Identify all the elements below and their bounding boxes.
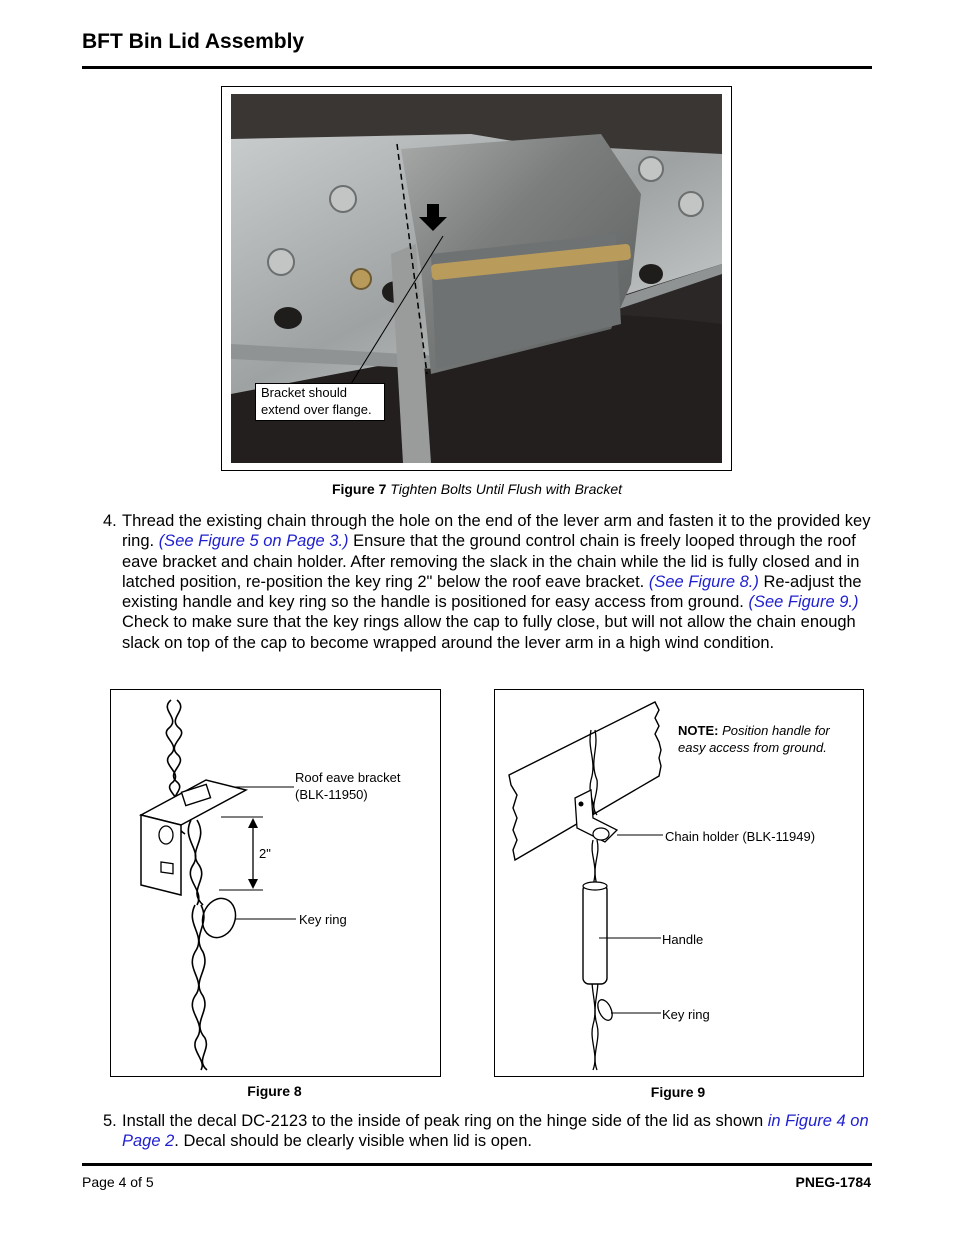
dimension-label: 2" [259,846,271,861]
document-id: PNEG-1784 [795,1174,871,1190]
step-5-number: 5. [103,1112,117,1130]
chain-holder-label: Chain holder (BLK-11949) [665,829,816,844]
figure-7-photo [231,94,722,463]
note-text [678,722,853,756]
link-see-figure-9[interactable]: (See Figure 9.) [748,593,859,612]
handle-label: Handle [662,932,704,947]
link-see-figure-5[interactable]: (See Figure 5 on Page 3.) [158,532,349,551]
figure-7-caption [0,481,954,497]
figure-9-caption: Figure 9 [650,1084,706,1100]
roof-eave-bracket-label-line-2: (BLK-11950) [295,787,368,802]
figure-7-number: Figure 7 [331,481,387,497]
step-4-text-3: Re-adjust the existing handle and key ring so the handle is positioned for easy access from ground. [122,572,862,612]
chain-bracket-drawing [111,690,440,1076]
key-ring-label: Key ring [299,912,347,927]
footer-rule [82,1163,872,1166]
step-5-text-2: . Decal should be clearly visible when lid is open. [174,1132,532,1151]
link-see-figure-8[interactable]: (See Figure 8.) [648,572,759,591]
step-5-text-1: Install the decal DC-2123 to the inside of peak ring on the hinge side of the lid as shown [122,1112,768,1130]
step-4-number: 4. [103,512,117,530]
step-4 [103,511,873,653]
roof-eave-bracket-label [295,769,401,803]
figure-7-frame [221,86,732,471]
step-5-text [122,1111,873,1152]
step-4-text-2: Ensure that the ground control chain is freely looped through the roof eave bracket and chain holder. After removing the slack in the chain while the lid is fully closed and in latched position, re-position the key ring 2" below the roof eave bracket. [122,532,860,591]
step-4-text-1: Thread the existing chain through the hole on the end of the lever arm and fasten it to the provided key ring. [122,512,871,551]
roof-eave-bracket-label-line-1: Roof eave bracket [295,770,401,785]
figure-8-caption: Figure 8 [247,1083,302,1099]
step-4-text-4: Check to make sure that the key rings allow the cap to fully close, but will not allow the chain enough slack on top of the cap to become wrapped around the lever arm in a high wind condition. [122,613,856,652]
page-title: BFT Bin Lid Assembly [82,30,305,53]
key-ring-label-fig9: Key ring [662,1007,710,1022]
bracket-callout-label: Bracket should extend over flange. [255,383,385,421]
page-number: Page 4 of 5 [82,1174,154,1190]
step-4-text [122,511,873,653]
step-5 [103,1111,873,1152]
header-rule [82,66,872,69]
note-label: NOTE: [678,723,719,738]
figure-7-caption-text: Tighten Bolts Until Flush with Bracket [390,481,623,497]
note-body: Position handle for easy access from ground. [678,723,830,755]
figure-9 [494,689,864,1077]
link-in-figure-4[interactable]: in Figure 4 on Page 2 [122,1112,869,1151]
figure-8 [110,689,441,1077]
